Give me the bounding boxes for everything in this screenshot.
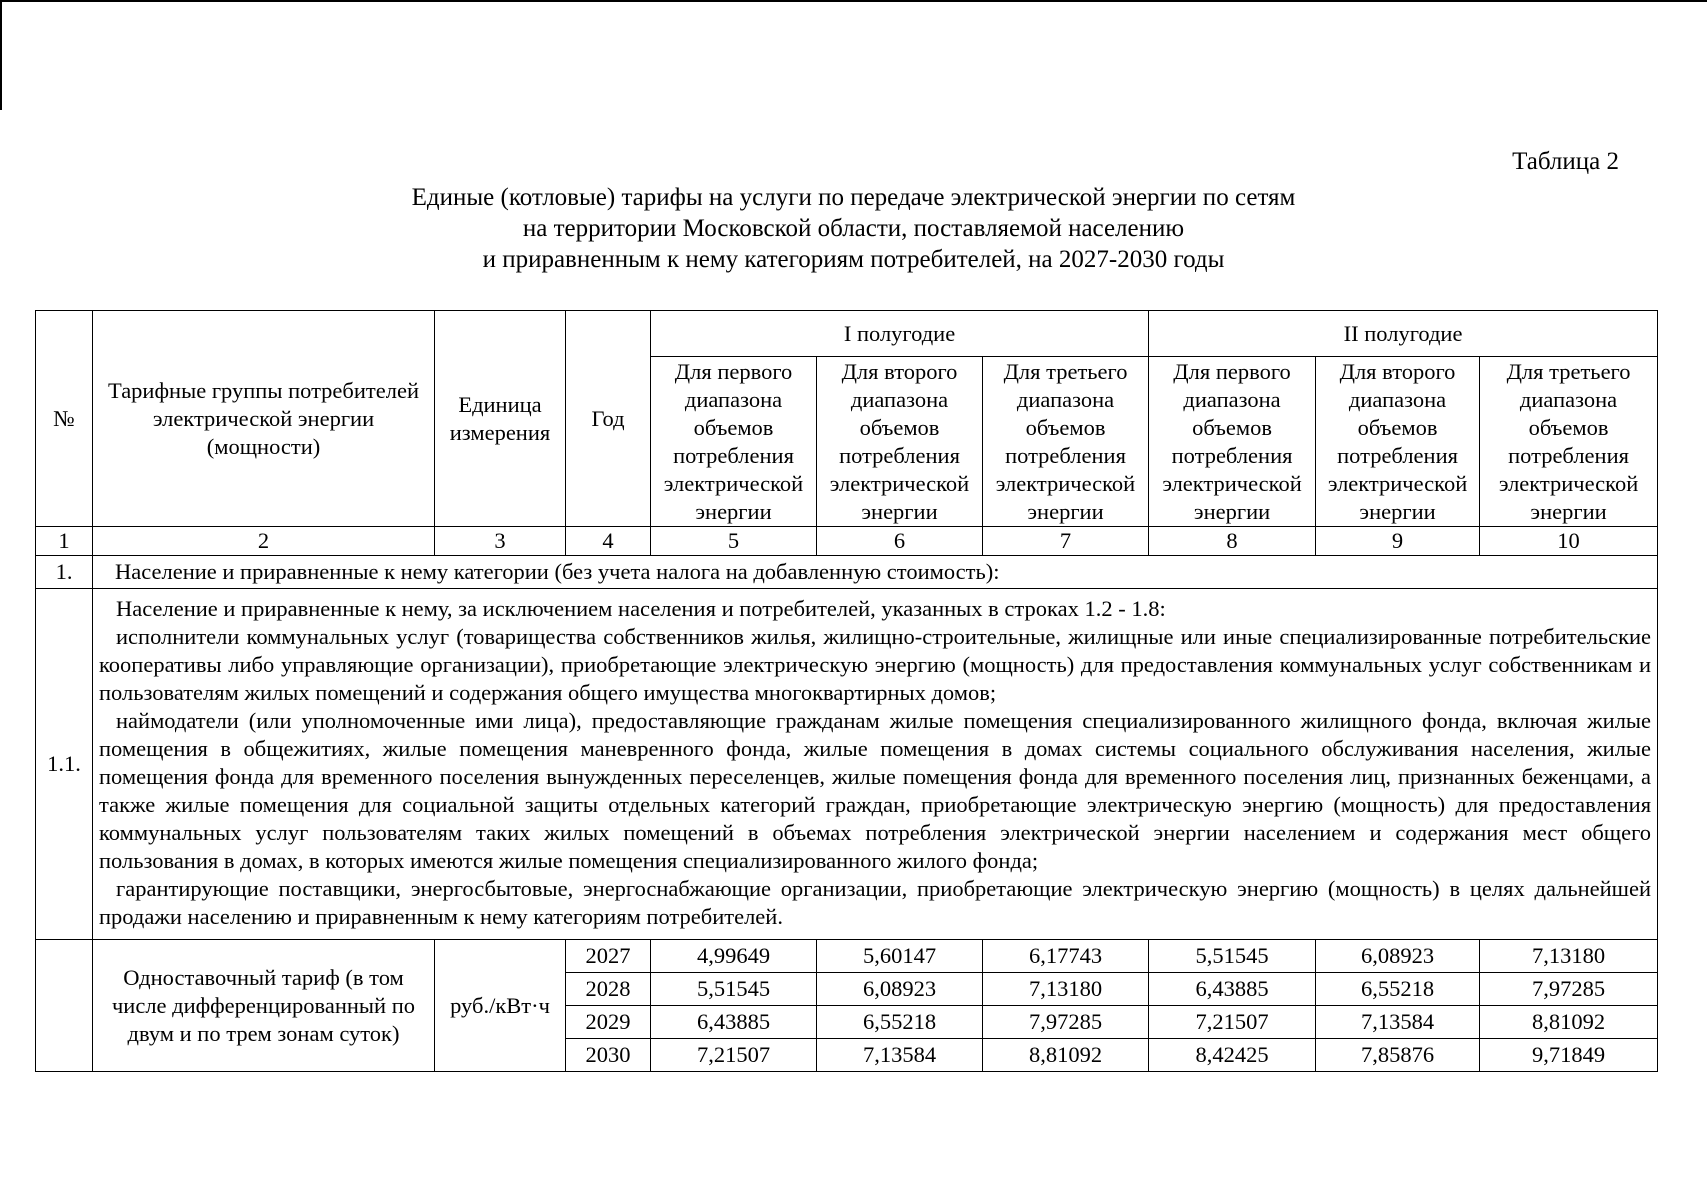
tariff-value: 8,42425 (1149, 1039, 1316, 1072)
tariff-value: 7,13180 (983, 973, 1149, 1006)
title-line: и приравненным к нему категориям потребителей, на 2027-2030 годы (482, 246, 1225, 273)
tariff-value: 9,71849 (1480, 1039, 1658, 1072)
left-border-line (0, 0, 2, 110)
tariff-value: 6,43885 (651, 1006, 817, 1039)
tariff-table (35, 310, 1658, 1072)
tariff-year: 2029 (566, 1006, 651, 1039)
tariff-value: 7,21507 (651, 1039, 817, 1072)
header-range-6: Для третьего диапазона объемов потребления электрической энергии (1480, 357, 1658, 527)
header-range-2: Для второго диапазона объемов потребления электрической энергии (817, 357, 983, 527)
title-line: на территории Московской области, поставляемой населению (522, 215, 1185, 242)
tariff-unit: руб./кВт·ч (435, 940, 566, 1072)
empty-cell (36, 940, 93, 1072)
tariff-value: 4,99649 (651, 940, 817, 973)
col-number: 9 (1316, 527, 1480, 556)
section-1-num: 1. (36, 556, 93, 589)
section-1-row (36, 556, 1658, 589)
tariff-value: 6,08923 (817, 973, 983, 1006)
tariff-value: 8,81092 (983, 1039, 1149, 1072)
col-number: 6 (817, 527, 983, 556)
title-line: Единые (котловые) тарифы на услуги по передаче электрической энергии по сетям (411, 184, 1296, 211)
header-year: Год (566, 311, 651, 527)
tariff-value: 6,17743 (983, 940, 1149, 973)
tariff-value: 5,51545 (1149, 940, 1316, 973)
col-number: 2 (93, 527, 435, 556)
header-range-4: Для первого диапазона объемов потребления электрической энергии (1149, 357, 1316, 527)
tariff-value: 7,97285 (983, 1006, 1149, 1039)
tariff-value: 5,60147 (817, 940, 983, 973)
section-1-1-row (36, 589, 1658, 940)
section-1-text: Население и приравненные к нему категории (без учета налога на добавленную стоимость): (93, 556, 1658, 589)
tariff-year: 2030 (566, 1039, 651, 1072)
tariff-year: 2028 (566, 973, 651, 1006)
column-number-row (36, 527, 1658, 556)
tariff-value: 6,55218 (817, 1006, 983, 1039)
tariff-value: 6,08923 (1316, 940, 1480, 973)
table-label: Таблица 2 (1512, 148, 1619, 175)
tariff-year: 2027 (566, 940, 651, 973)
col-number: 7 (983, 527, 1149, 556)
section-1-1-num: 1.1. (36, 589, 93, 940)
header-unit: Единица измерения (435, 311, 566, 527)
paragraph: исполнители коммунальных услуг (товарищества собственников жилья, жилищно-строительные, жилищные или иные специализированные потребительские кооперативы либо управляющие организации), приобретающие электрическую энергию (мощность) для предоставления коммунальных услуг собственникам и пользователям жилых помещений и содержания общего имущества многоквартирных домов; (99, 624, 1652, 705)
col-number: 10 (1480, 527, 1658, 556)
tariff-value: 7,21507 (1149, 1006, 1316, 1039)
tariff-value: 7,13584 (817, 1039, 983, 1072)
tariff-row (36, 940, 1658, 973)
top-border-line (0, 0, 1707, 2)
tariff-value: 7,13180 (1480, 940, 1658, 973)
paragraph: наймодатели (или уполномоченные ими лица), предоставляющие гражданам жилые помещения специализированного жилищного фонда, включая жилые помещения в общежитиях, жилые помещения маневренного фонда, жилые помещения в домах системы социального обслуживания населения, жилые помещения фонда для временного поселения вынужденных переселенцев, жилые помещения фонда для временного поселения лиц, признанных беженцами, а также жилые помещения для социальной защиты отдельных категорий граждан, приобретающие электрическую энергию (мощность) для предоставления коммунальных услуг пользователям таких жилых помещений в объемах потребления электрической энергии населением и содержания мест общего пользования в домах, в которых имеются жилые помещения специализированного жилого фонда; (99, 708, 1652, 873)
header-half-2: II полугодие (1149, 311, 1658, 357)
header-group: Тарифные группы потребителей электрической энергии (мощности) (93, 311, 435, 527)
tariff-value: 7,13584 (1316, 1006, 1480, 1039)
col-number: 8 (1149, 527, 1316, 556)
tariff-value: 8,81092 (1480, 1006, 1658, 1039)
document-title (0, 182, 1707, 275)
col-number: 1 (36, 527, 93, 556)
tariff-value: 5,51545 (651, 973, 817, 1006)
header-range-1: Для первого диапазона объемов потребления электрической энергии (651, 357, 817, 527)
header-range-5: Для второго диапазона объемов потребления электрической энергии (1316, 357, 1480, 527)
col-number: 5 (651, 527, 817, 556)
header-range-3: Для третьего диапазона объемов потребления электрической энергии (983, 357, 1149, 527)
header-num: № (36, 311, 93, 527)
tariff-value: 7,97285 (1480, 973, 1658, 1006)
paragraph: Население и приравненные к нему, за исключением населения и потребителей, указанных в строках 1.2 - 1.8: (116, 596, 1166, 621)
tariff-value: 6,55218 (1316, 973, 1480, 1006)
paragraph: гарантирующие поставщики, энергосбытовые, энергоснабжающие организации, приобретающие электрическую энергию (мощность) в целях дальнейшей продажи населению и приравненным к нему категориям потребителей. (99, 876, 1652, 929)
section-1-1-text (93, 589, 1658, 940)
col-number: 4 (566, 527, 651, 556)
col-number: 3 (435, 527, 566, 556)
header-half-1: I полугодие (651, 311, 1149, 357)
tariff-value: 7,85876 (1316, 1039, 1480, 1072)
tariff-name: Одноставочный тариф (в том числе дифференцированный по двум и по трем зонам суток) (93, 940, 435, 1072)
tariff-value: 6,43885 (1149, 973, 1316, 1006)
